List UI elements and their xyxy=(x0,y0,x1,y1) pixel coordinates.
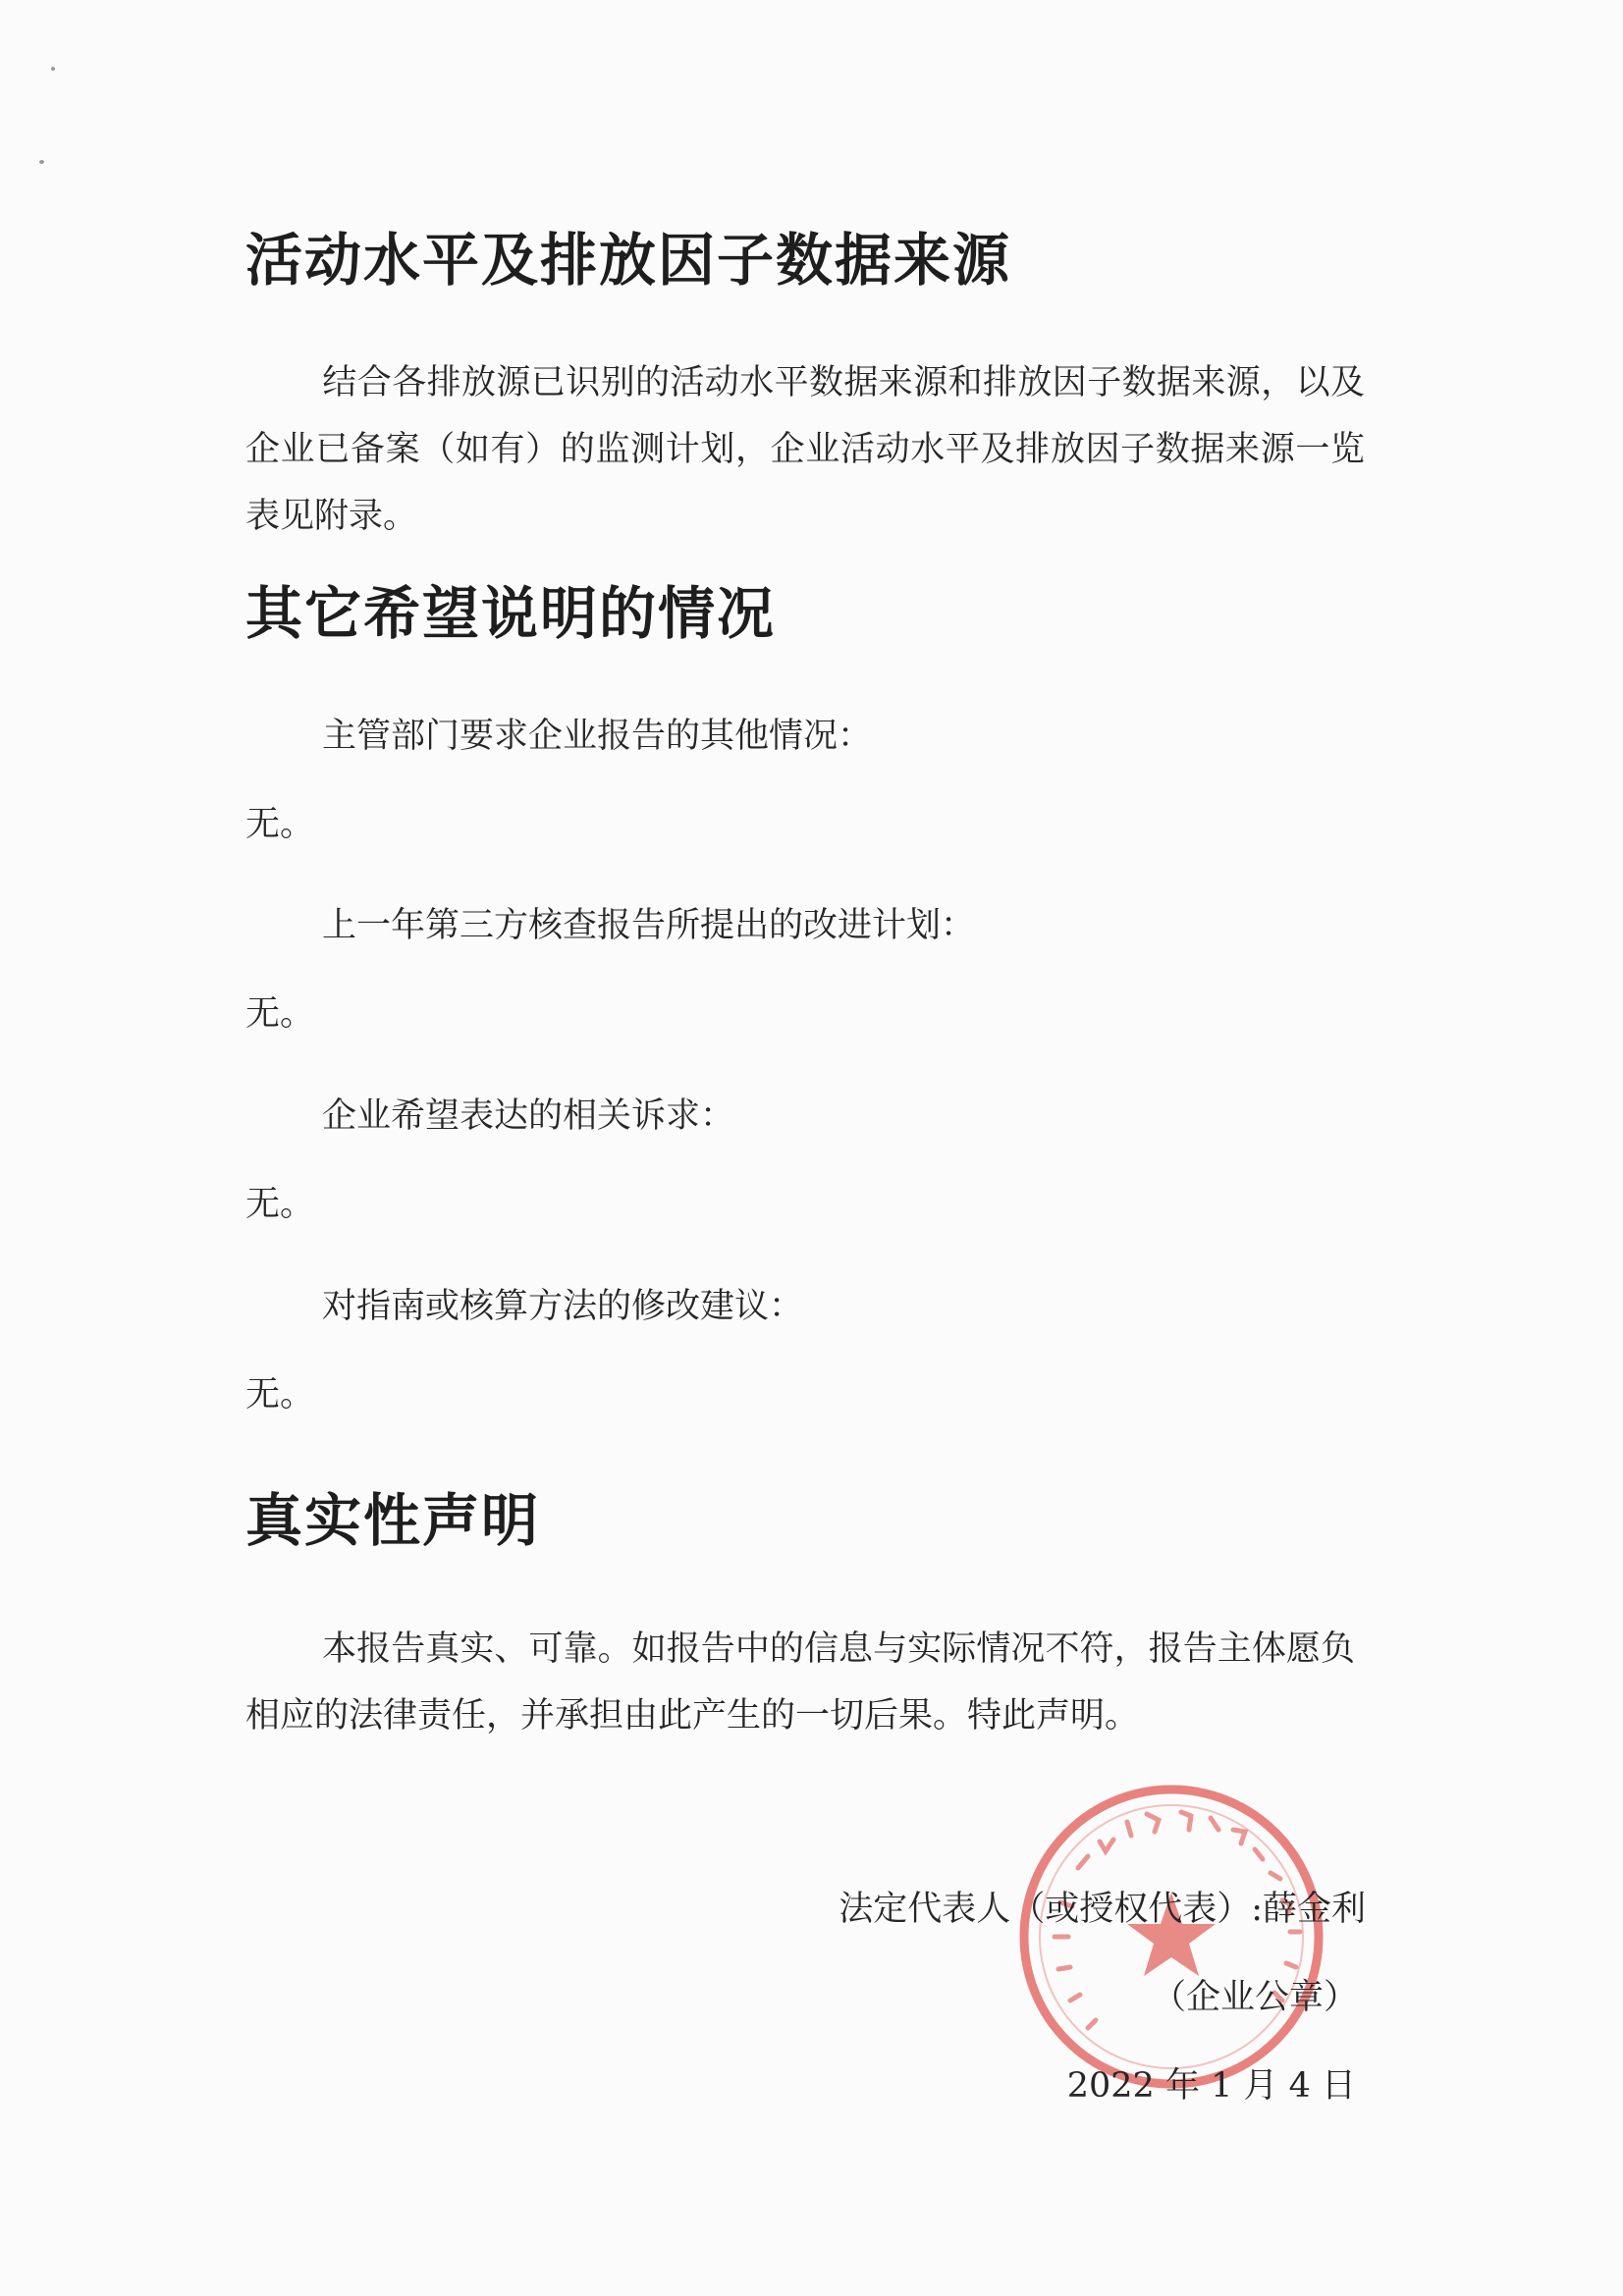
legal-representative: 法定代表人（或授权代表）:薛金利 xyxy=(839,1890,1366,1929)
company-seal-stamp xyxy=(1009,1775,1333,2099)
paragraph-text: 结合各排放源已识别的活动水平数据来源和排放因子数据来源，以及企业已备案（如有）的监测计划，企业活动水平及排放因子数据来源一览表见附录。 xyxy=(245,363,1365,536)
answer-guideline-suggestions: 无。 xyxy=(245,1375,315,1415)
scan-speck xyxy=(51,67,55,71)
question-enterprise-appeals: 企业希望表达的相关诉求： xyxy=(322,1096,735,1136)
paragraph-text: 本报告真实、可靠。如报告中的信息与实际情况不符，报告主体愿负相应的法律责任，并承担由此产生的一切后果。特此声明。 xyxy=(245,1629,1355,1735)
section-title-other-notes: 其它希望说明的情况 xyxy=(245,580,777,647)
company-seal-label: （企业公章） xyxy=(1151,1978,1358,2017)
section-paragraph-data-sources xyxy=(245,349,1365,550)
question-authority-requirements: 主管部门要求企业报告的其他情况： xyxy=(322,717,873,756)
section-title-data-sources: 活动水平及排放因子数据来源 xyxy=(245,227,1012,294)
answer-improvement-plan: 无。 xyxy=(245,994,315,1034)
section-title-declaration: 真实性声明 xyxy=(245,1487,541,1554)
question-improvement-plan: 上一年第三方核查报告所提出的改进计划： xyxy=(322,906,976,945)
section-paragraph-declaration xyxy=(245,1616,1355,1749)
declaration-date: 2022 年 1 月 4 日 xyxy=(1066,2066,1356,2106)
scan-speck xyxy=(39,160,44,164)
answer-authority-requirements: 无。 xyxy=(245,805,315,844)
question-guideline-suggestions: 对指南或核算方法的修改建议： xyxy=(322,1287,804,1326)
answer-enterprise-appeals: 无。 xyxy=(245,1185,315,1224)
